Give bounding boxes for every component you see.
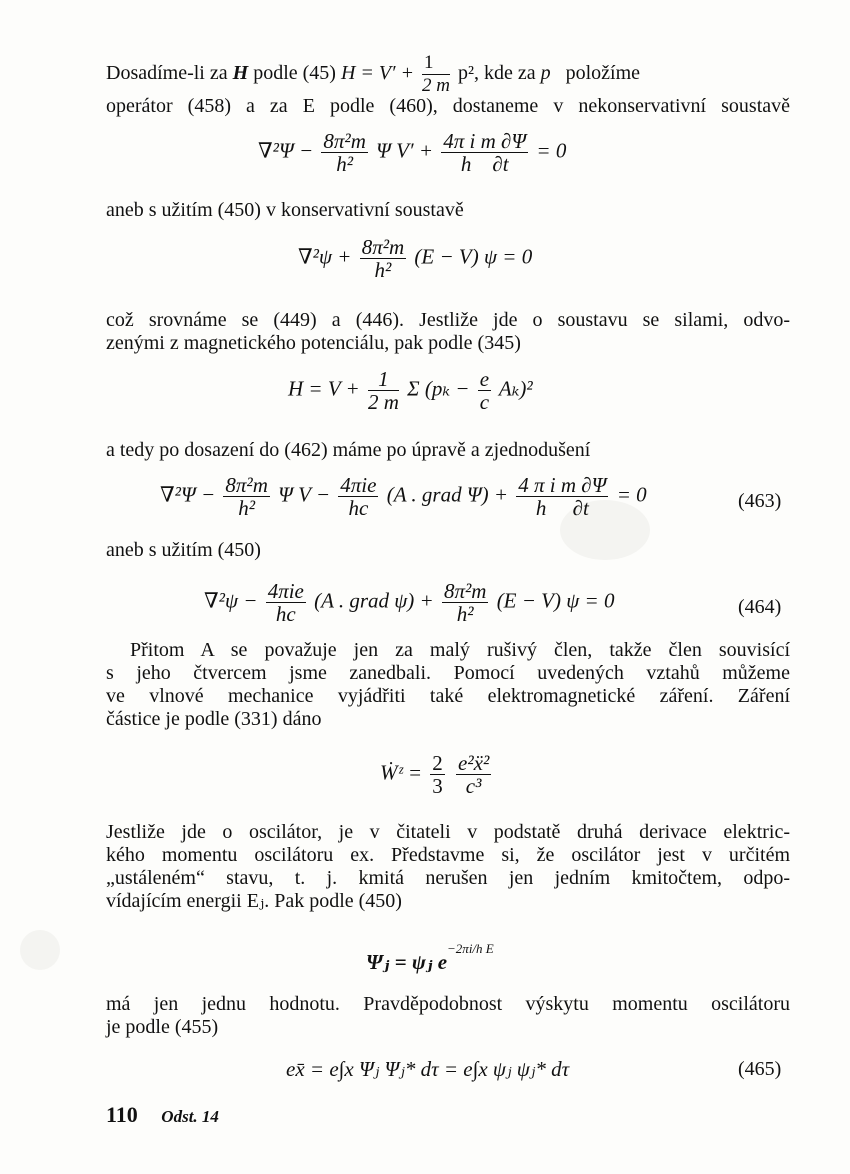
text-line-2: operátor (458) a za E podle (460), dostaneme v nekonservativní soustavě — [106, 95, 790, 117]
paragraph-line-8: vídajícím energii Eⱼ. Pak podle (450) — [106, 890, 402, 912]
paragraph-line-6: kého momentu oscilátoru ex. Představme si, že oscilátor jest v určitém — [106, 844, 790, 866]
paragraph-line-1: Přitom A se považuje jen za malý rušivý člen, takže člen souvisící — [130, 639, 790, 661]
page-footer — [106, 1102, 219, 1128]
paragraph-line-4: částice je podle (331) dáno — [106, 708, 322, 730]
equation-stationary-state: Ψⱼ = ψⱼ $e^{-2\pi i/h E}$ — [366, 941, 494, 974]
equation-radiation: Ẇᶻ = $\frac{2}{3}$ $\frac{\text{e²ẍ²}}{\text{c³}}$ — [380, 751, 490, 798]
equation-number-465: (465) — [738, 1058, 782, 1080]
equation-465: ex̄ = e∫x Ψⱼ Ψⱼ* dτ = e∫x ψⱼ ψⱼ* dτ — [286, 1057, 570, 1081]
text-line-7: aneb s užitím (450) — [106, 539, 261, 561]
paragraph-line-9: má jen jednu hodnotu. Pravděpodobnost výskytu momentu oscilátoru — [106, 993, 790, 1015]
paragraph-line-10: je podle (455) — [106, 1016, 219, 1038]
text-line-3: aneb s užitím (450) v konservativní soustavě — [106, 199, 464, 221]
section-label: Odst. 14 — [161, 1107, 219, 1126]
equation-hamiltonian: H = V + $\frac{1}{2 m}$ Σ (pₖ − $\frac{e}{c}$ Aₖ)² — [288, 367, 533, 414]
text-line-6: a tedy po dosazení do (462) máme po úpravě a zjednodušení — [106, 439, 591, 461]
equation-463: ∇²Ψ − $\frac{\text{8π²m}}{\text{h²}}$ Ψ V − $\frac{\text{4πie}}{hc}$ (A . grad Ψ) + $\frac{\text{4 π i m ∂Ψ}}{h \partial t}$ = 0 — [160, 473, 647, 520]
equation-nonconservative: ∇²Ψ − $\frac{\text{8π²m}}{\text{h²}}$ Ψ V′ + $\frac{\text{4π i m ∂Ψ}}{h \partial t}$ = 0 — [258, 129, 567, 176]
paragraph-line-3: ve vlnové mechanice vyjádřiti také elektromagnetické záření. Záření — [106, 685, 790, 707]
text-line-5: zenými z magnetického potenciálu, pak podle (345) — [106, 332, 521, 354]
paper-stain — [20, 930, 60, 970]
equation-464: ∇²ψ − $\frac{\text{4πie}}{hc}$ (A . grad ψ) + $\frac{\text{8π²m}}{\text{h²}}$ (E − V) ψ = 0 — [204, 579, 615, 626]
paragraph-line-2: s jeho čtvercem jsme zanedbali. Pomocí uvedených vztahů můžeme — [106, 662, 790, 684]
paragraph-line-5: Jestliže jde o oscilátor, je v čitateli v podstatě druhá derivace elektric- — [106, 821, 790, 843]
equation-number-464: (464) — [738, 596, 782, 618]
text-line-4: což srovnáme se (449) a (446). Jestliže jde o soustavu se silami, odvo- — [106, 309, 790, 331]
page-number: 110 — [106, 1102, 138, 1127]
equation-conservative: ∇²ψ + $\frac{\text{8π²m}}{\text{h²}}$ (E − V) ψ = 0 — [298, 235, 533, 282]
equation-number-463: (463) — [738, 490, 782, 512]
paragraph-line-7: „ustáleném“ stavu, t. j. kmitá nerušen jen jedním kmitočtem, odpo- — [106, 867, 790, 889]
text-line-1: Dosadíme-li za H podle (45) H = V′ + $\frac{1}{2 m}$ p², kde za p položíme — [106, 52, 641, 96]
